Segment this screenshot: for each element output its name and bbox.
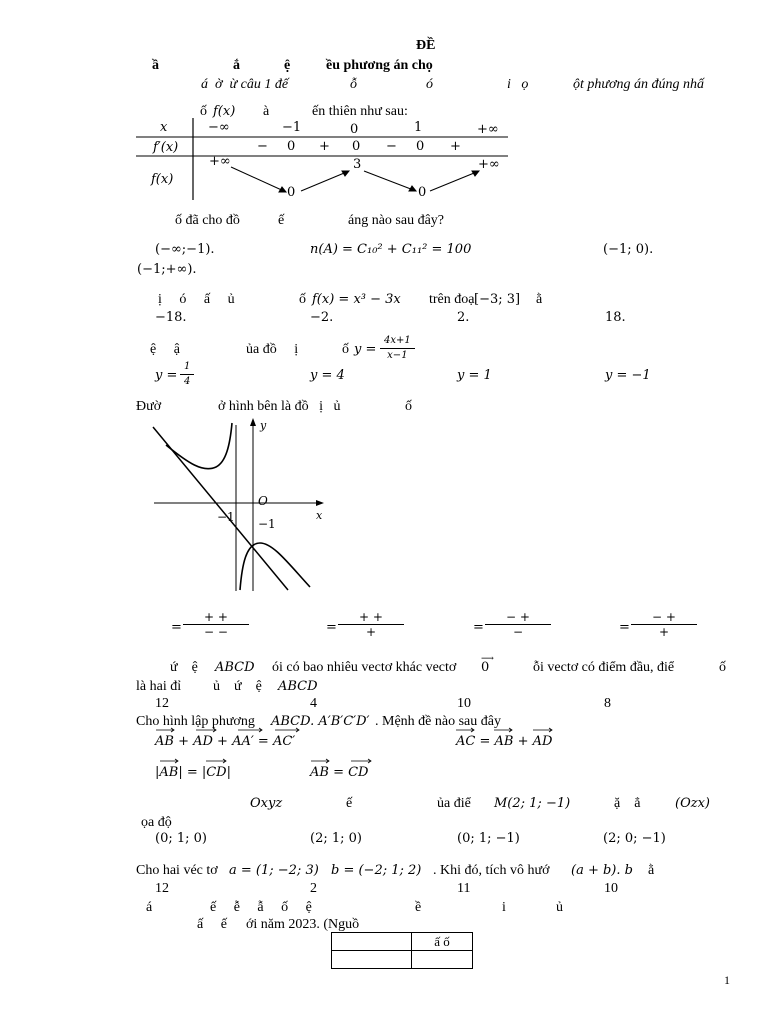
header-fragment: ầ: [152, 58, 159, 73]
q7-option-c[interactable]: (0; 1; −1): [457, 831, 520, 846]
q8-question: . Khi đó, tích vô hướ: [433, 863, 550, 878]
header-fragment: ều phương án chọ: [326, 58, 433, 73]
q9-text: ủ: [556, 900, 563, 915]
q5-option-b[interactable]: 4: [310, 696, 317, 711]
q1-option-a[interactable]: (−∞;−1).: [155, 242, 215, 257]
q5-zero-vector: [481, 654, 494, 676]
q9-text: ới năm 2023. (Nguồ: [246, 917, 360, 932]
page-title: ĐỀ: [416, 38, 436, 53]
q3-function-fraction: [380, 334, 415, 363]
table-x-value: +∞: [477, 122, 499, 137]
q7-question: ủa điể: [437, 796, 471, 811]
q7-point: M(2; 1; −1): [494, 796, 571, 811]
q5-question: ứ ệ: [170, 660, 198, 675]
table-fprime-label: f′(x): [153, 140, 179, 155]
table-x-value: 0: [350, 122, 359, 137]
table-cell: [332, 933, 412, 951]
table-sign: 0: [352, 139, 361, 154]
q4-question: Đườ: [136, 399, 162, 414]
q1-option-b[interactable]: n(A) = C₁₀² + C₁₁² = 100: [310, 242, 472, 257]
table-x-value: −1: [282, 120, 302, 135]
q8-option-a[interactable]: 12: [155, 881, 169, 896]
table-f-value: +∞: [209, 154, 231, 169]
table-sign: 0: [416, 139, 425, 154]
graph-y-label: y: [260, 419, 267, 432]
q4-option-a[interactable]: [183, 610, 249, 639]
instruction-fragment: ỗ: [350, 77, 357, 92]
q3-question: ệ ậ: [150, 342, 180, 357]
q3-option-c[interactable]: y = 1: [457, 368, 492, 383]
q1-question: ế: [278, 213, 285, 228]
q2-option-b[interactable]: −2.: [310, 310, 334, 325]
q1-intro: ến thiên như sau:: [312, 104, 408, 119]
q1-function: f(x): [213, 104, 236, 119]
q8-option-d[interactable]: 10: [604, 881, 618, 896]
q8-question: ằ: [648, 863, 655, 878]
q9-text: ế ễ ẫ ố ệ: [210, 900, 312, 915]
q5-zero-vector-symbol: 0: [481, 660, 490, 675]
q5-question: ủ ứ ệ: [213, 679, 262, 694]
table-header-cell: ấ ố: [412, 933, 473, 951]
q2-option-d[interactable]: 18.: [605, 310, 626, 325]
q8-option-b[interactable]: 2: [310, 881, 317, 896]
q5-shape: ABCD: [215, 660, 255, 675]
q9-text: ề: [415, 900, 422, 915]
table-f-value: 0: [418, 185, 427, 200]
table-sign: +: [450, 139, 461, 154]
q3-option-b[interactable]: y = 4: [310, 368, 345, 383]
q5-question: là hai đỉ: [136, 679, 182, 694]
q6-shape: ABCD. A′B′C′D′: [271, 714, 370, 729]
q5-question: ói có bao nhiêu vectơ khác vectơ: [272, 660, 457, 675]
table-x-label: x: [160, 120, 168, 135]
q8-option-c[interactable]: 11: [457, 881, 471, 896]
table-sign: +: [319, 139, 330, 154]
table-cell: [332, 951, 412, 969]
vector-arrow-icon: ⟶: [481, 654, 494, 664]
table-f-value: +∞: [478, 157, 500, 172]
table-f-label: f(x): [151, 172, 174, 187]
q3-option-a-denominator: 4: [184, 376, 191, 387]
q3-fraction-numerator: 4x+1: [380, 334, 415, 349]
q8-vector-b: b = (−2; 1; 2): [331, 863, 422, 878]
q1-question: ố đã cho đồ: [175, 213, 240, 228]
q6-option-a[interactable]: AB + AD + AA′ = AC′: [155, 734, 296, 749]
q7-coordinate-system: Oxyz: [250, 796, 283, 811]
q6-option-c[interactable]: |AB| = |CD|: [155, 765, 231, 780]
graph-y-tick: −1: [258, 517, 276, 531]
q4-option-c-numerator: − +: [485, 610, 551, 625]
q4-question: ố: [405, 399, 412, 414]
q4-option-a-denominator: − −: [204, 625, 228, 639]
table-sign: −: [257, 139, 268, 154]
q5-option-a[interactable]: 12: [155, 696, 169, 711]
q4-option-a-eq[interactable]: =: [171, 620, 182, 635]
q2-question: ằ: [536, 292, 543, 307]
q2-function: f(x) = x³ − 3x: [312, 292, 401, 307]
table-x-value: −∞: [208, 120, 230, 135]
q1-option-c[interactable]: (−1; 0).: [603, 242, 654, 257]
q4-option-d-denominator: +: [658, 625, 670, 639]
q3-option-a-fraction: [180, 360, 194, 389]
q1-option-d[interactable]: (−1;+∞).: [137, 262, 197, 277]
q7-question: ế: [346, 796, 353, 811]
page-number: 1: [724, 973, 730, 987]
q2-option-c[interactable]: 2.: [457, 310, 470, 325]
q4-option-b[interactable]: [338, 610, 404, 639]
instruction-fragment: á ờ ừ câu 1 đế: [201, 77, 289, 92]
table-sign: 0: [287, 139, 296, 154]
table-cell: [412, 951, 473, 969]
q6-question: . Mệnh đề nào sau đây: [375, 714, 501, 729]
q4-option-b-denominator: +: [365, 625, 377, 639]
q4-option-d-eq[interactable]: =: [619, 620, 630, 635]
graph-origin-label: O: [258, 494, 268, 508]
instruction-fragment: ó: [426, 77, 433, 92]
q3-fraction-denominator: x−1: [387, 350, 408, 361]
q9-text: ấ ế: [197, 917, 227, 932]
q7-question: ọa độ: [141, 815, 172, 830]
q1-intro: ố: [200, 104, 207, 119]
vector-arrows-icon: [150, 726, 570, 778]
q2-question: trên đoạ: [429, 292, 475, 307]
q2-question: ố: [299, 292, 306, 307]
q6-question: Cho hình lập phương: [136, 714, 255, 729]
q4-option-a-numerator: + +: [183, 610, 249, 625]
graph-x-label: x: [316, 509, 323, 522]
header-fragment: ệ: [284, 58, 291, 73]
table-sign: −: [386, 139, 397, 154]
q3-option-a-numerator: 1: [180, 360, 194, 375]
table-f-value: 3: [353, 157, 362, 172]
q5-question: ỗi vectơ có điểm đầu, điể: [533, 660, 675, 675]
q7-question: ặ ẳ: [614, 796, 641, 811]
q7-plane: (Ozx): [675, 796, 710, 811]
table-x-value: 1: [414, 120, 423, 135]
q6-option-b[interactable]: AC = AB + AD: [456, 734, 553, 749]
q3-function-lhs: y =: [354, 342, 377, 357]
q3-question: ố: [342, 342, 349, 357]
graph-x-tick: −1: [217, 510, 235, 524]
q4-option-c-eq[interactable]: =: [473, 620, 484, 635]
q1-question: áng nào sau đây?: [348, 213, 445, 228]
q4-option-b-numerator: + +: [338, 610, 404, 625]
q7-option-a[interactable]: (0; 1; 0): [155, 831, 207, 846]
q4-option-b-eq[interactable]: =: [326, 620, 337, 635]
instruction-fragment: i ọ: [507, 77, 529, 92]
q9-text: á: [146, 900, 153, 915]
q5-option-c[interactable]: 10: [457, 696, 471, 711]
q4-question: ở hình bên là đồ ị ủ: [218, 399, 341, 414]
function-graph: [148, 415, 328, 595]
q2-question: ị ó ấ ủ: [158, 292, 235, 307]
q4-option-c-denominator: −: [512, 625, 524, 639]
q5-option-d[interactable]: 8: [604, 696, 611, 711]
q4-option-d[interactable]: [631, 610, 697, 639]
q8-question: Cho hai véc tơ: [136, 863, 218, 878]
q8-vector-a: a = (1; −2; 3): [229, 863, 319, 878]
header-fragment: ắ: [233, 58, 240, 73]
q3-option-a[interactable]: y =: [155, 368, 178, 383]
q9-text: i: [502, 900, 506, 915]
q4-option-d-numerator: − +: [631, 610, 697, 625]
q2-option-a[interactable]: −18.: [155, 310, 187, 325]
q2-interval: [−3; 3]: [474, 292, 521, 307]
q7-option-d[interactable]: (2; 0; −1): [603, 831, 666, 846]
q1-intro: à: [263, 104, 270, 119]
instruction-fragment: ột phương án đúng nhấ: [573, 77, 704, 92]
q7-option-b[interactable]: (2; 1; 0): [310, 831, 362, 846]
table-f-value: 0: [287, 185, 296, 200]
variation-table: [136, 118, 516, 202]
q5-shape: ABCD: [278, 679, 318, 694]
q6-option-d[interactable]: AB = CD: [310, 765, 369, 780]
data-table: [331, 932, 473, 969]
q5-question: ố: [719, 660, 726, 675]
q3-question: ủa đồ ị: [246, 342, 299, 357]
q3-option-d[interactable]: y = −1: [605, 368, 651, 383]
q8-expression: (a + b). b: [571, 863, 633, 878]
q4-option-c[interactable]: [485, 610, 551, 639]
